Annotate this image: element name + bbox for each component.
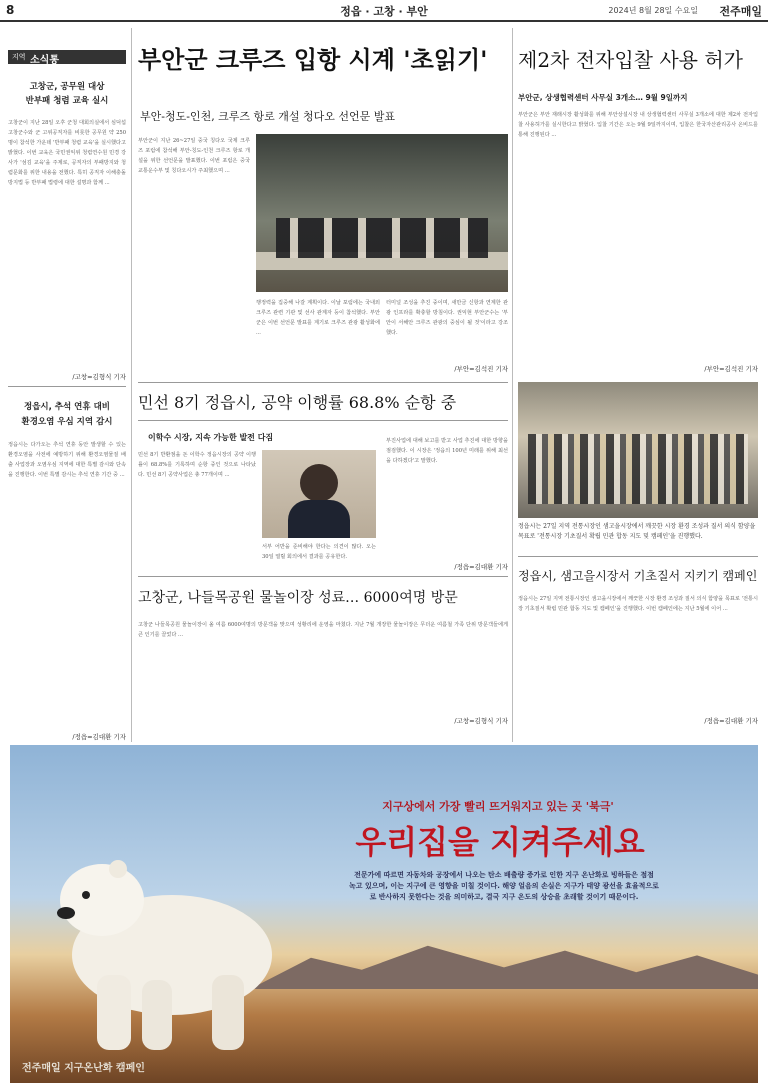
bottom-right-byline: /정읍=김대환 기자	[704, 717, 758, 725]
mountain-range	[250, 941, 758, 989]
polar-bear-icon	[42, 805, 292, 1055]
bottom-left-headline: 고창군, 나들목공원 물놀이장 성료… 6000여명 방문	[138, 590, 458, 606]
bottom-left-byline: /고창=김형식 기자	[454, 717, 508, 725]
top-story-headline: 부안군 크루즈 입항 시계 '초읽기'	[138, 46, 488, 74]
divider	[518, 556, 758, 557]
ad-footer: 전주매일 지구온난화 캠페인	[22, 1063, 145, 1074]
top-story-byline: /부안=김석진 기자	[454, 365, 508, 373]
mayor-photo	[262, 450, 376, 538]
bottom-left-body: 고창군 나들목공원 물놀이장이 올 여름 6000여명의 방문객을 맞으며 성황리에 운영을 마쳤다. 지난 7월 개장한 물놀이장은 무더운 여름철 가족 단위 방문객들에게 큰 인기를 끌었다 ...	[138, 622, 508, 638]
divider	[8, 386, 126, 387]
brief-1-body: 고창군이 지난 28일 오후 군청 대회의실에서 심덕섭 고창군수와 군 고위공직자를 비롯한 공무원 약 250명이 참석한 가운데 '반부패 청렴 교육'을 실시했다고 밝혔다. 이번 교육은 국민권익위 청렴연수원 민경 강사가 '섬김 교육'을 주제로, 공직자의 부패방지와 청렴문화를 위한 내용을 전했다. 특히 공직자 이해충돌 방지법 등 반부패 법령에 대한 설명과 함께 ...	[8, 120, 126, 186]
top-story-body-2: 행정력을 집중해 나갈 계획이다. 이날 포럼에는 국내외 크루즈 관련 기관 및 선사 관계자 등이 참석했다. 부안군은 이번 선언문 발표를 계기로 크루즈 관광 활성화에 ...	[256, 300, 380, 336]
issue-date: 2024년 8월 28일 수요일	[608, 6, 698, 15]
ad-headline: 우리집을 지켜주세요	[355, 823, 645, 861]
right-story-body: 부안군은 부안 재래시장 활성화를 위해 부안상설시장 내 상생협력센터 사무실 3개소에 대한 제2차 전자입찰 사용허가를 실시한다고 밝혔다. 입찰 기간은 오는 9월 9일까지이며, 입찰은 한국자산관리공사 온비드를 통해 진행된다 ...	[518, 112, 758, 138]
brief-1-byline: /고창=김형식 기자	[72, 373, 126, 381]
box-title: 소식통	[30, 55, 59, 64]
divider	[138, 576, 508, 577]
column-rule	[512, 28, 513, 742]
brief-2-title: 정읍시, 추석 연휴 대비 환경오염 우심 지역 감시	[21, 402, 113, 427]
divider	[138, 420, 508, 421]
mid-story-body-3: 부진사업에 대해 보고를 받고 사업 추진에 대한 방향을 점검했다. 이 시장은 '정읍의 100년 미래를 위해 최선을 다하겠다'고 말했다.	[386, 438, 508, 464]
section-title: 정읍 · 고창 · 부안	[340, 5, 428, 18]
mid-story-headline: 민선 8기 정읍시, 공약 이행률 68.8% 순항 중	[138, 393, 457, 412]
right-story-headline: 제2차 전자입찰 사용 허가	[518, 48, 743, 72]
brief-2-body: 정읍시는 다가오는 추석 연휴 동안 발생할 수 있는 환경오염을 사전에 예방하기 위해 환경오염물질 배출 사업장과 오염우심 지역에 대한 특별 감시와 단속을 진행한다. 이번 특별 감시는 추석 연휴 기간 중 ...	[8, 442, 126, 478]
top-story-body-1: 부안군이 지난 26~27일 중국 칭다오 국제 크루즈 포럼에 참석해 부안-칭도-인천 크루즈 항로 개설을 위한 선언문을 발표했다. 이번 포럼은 중국 교통운수부 및 칭다오시가 주최했으며 ...	[138, 138, 250, 174]
photo-caption: 정읍시는 27일 지역 전통시장인 샘고을시장에서 깨끗한 시장 환경 조성과 질서 의식 함양을 목표로 '전통시장 기초질서 확립 민관 합동 지도 및 캠페인'을 진행했다.	[518, 523, 756, 540]
bottom-right-headline: 정읍시, 샘고을시장서 기초질서 지키기 캠페인	[518, 569, 758, 583]
box-label: 지역	[12, 53, 26, 61]
page-header	[0, 0, 768, 22]
climate-campaign-ad	[10, 745, 758, 1083]
publication-name: 전주매일	[719, 5, 762, 18]
top-story-body-3: 터미널 조성을 추진 중이며, 새만금 신항과 연계한 관광 인프라를 확충할 방침이다. 권익현 부안군수는 '부안이 서해안 크루즈 관광의 중심이 될 것'이라고 강조했다.	[386, 300, 508, 336]
brief-2-byline: /정읍=김대환 기자	[72, 733, 126, 741]
ad-tagline: 지구상에서 가장 빨리 뜨거워지고 있는 곳 '북극'	[382, 800, 614, 813]
market-campaign-photo	[518, 382, 758, 518]
top-story-photo	[256, 134, 508, 292]
divider	[138, 382, 508, 383]
right-story-byline: /부안=김석진 기자	[704, 365, 758, 373]
mid-story-byline: /정읍=김대환 기자	[454, 563, 508, 571]
bottom-right-body: 정읍시는 27일 지역 전통시장인 샘고을시장에서 깨끗한 시장 환경 조성과 질서 의식 함양을 목표로 '전통시장 기초질서 확립 민관 합동 지도 및 캠페인'을 진행했다. 이번 캠페인에는 지난 5월에 이어 ...	[518, 596, 758, 612]
ad-body: 전문가에 따르면 자동차와 공장에서 나오는 탄소 배출량 증가로 인한 지구 온난화로 빙하들은 점점 녹고 있으며, 이는 지구에 큰 영향을 미칠 것이다. 해양 얼음의 손실은 지구가 태양 광선을 효율적으로 로 반사하지 못한다는 것을 의미하고, 결국 지구 온도의 상승을 초래할 것이기 때문이다.	[349, 871, 659, 901]
right-story-subhead: 부안군, 상생협력센터 사무실 3개소… 9월 9일까지	[518, 93, 688, 102]
page-number: 8	[6, 3, 15, 17]
mid-story-subhead: 이학수 시장, 지속 가능한 발전 다짐	[148, 433, 274, 442]
top-story-subhead: 부안-청도-인천, 크루즈 항로 개설 청다오 선언문 발표	[140, 110, 396, 123]
column-rule	[131, 28, 132, 742]
news-brief-box	[8, 50, 126, 64]
brief-1-title: 고창군, 공무원 대상 반부패 청렴 교육 실시	[25, 82, 109, 106]
mid-story-body-1: 민선 8기 반환점을 돈 이학수 정읍시장의 공약 이행률이 68.8%를 기록하며 순항 중인 것으로 나타났다. 민선 8기 공약사업은 총 77개이며 ...	[138, 452, 256, 478]
mid-story-body-2: 서부 어반을 준비해야 한다는 의견이 많다. 오는 30일 열릴 회의에서 결과를 공유한다.	[262, 544, 376, 560]
